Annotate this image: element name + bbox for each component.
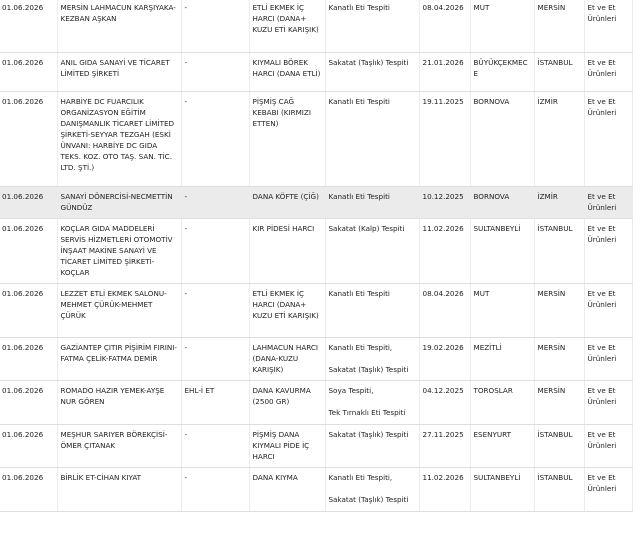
district-cell-text: MEZİTLİ (473, 342, 502, 352)
product-cell (249, 337, 325, 380)
detected-date-cell-text: 21.01.2026 (422, 57, 464, 67)
table-row[interactable] (0, 467, 632, 511)
company-cell (57, 283, 181, 337)
detected-date-cell (419, 467, 470, 511)
company-cell-text: LEZZET ETLİ EKMEK SALONU-MEHMET ÇÜRÜK-MEHMET ÇÜRÜK (60, 288, 167, 320)
district-cell (470, 52, 534, 91)
brand-cell (181, 91, 249, 186)
table-row[interactable] (0, 186, 632, 218)
district-cell (470, 0, 534, 52)
brand-cell (181, 0, 249, 52)
reason-cell-text: Sakatat (Taşlık) Tespiti (328, 57, 409, 67)
table-row[interactable] (0, 337, 632, 380)
district-cell (470, 186, 534, 218)
date-cell (0, 91, 57, 186)
detected-date-cell (419, 380, 470, 424)
company-cell-text: HARBİYE DC FUARCILIK ORGANİZASYON EĞİTİM DANIŞMANLIK TİCARET LİMİTED ŞİRKETİ-SEYYAR TEZGAH (ESKİ ÜNVANI: HARBİYE DC GIDA TEKS. KOZ. OTO TAŞ. SAN. TİC. LTD. ŞTİ.) (60, 96, 175, 172)
table-row[interactable] (0, 380, 632, 424)
reason-cell (325, 218, 419, 283)
company-cell (57, 380, 181, 424)
district-cell (470, 91, 534, 186)
reason-cell-text: Soya Tespiti, (328, 385, 374, 395)
product-cell-text: DANA KAVURMA (2500 GR) (252, 385, 311, 406)
company-cell (57, 218, 181, 283)
district-cell-text: TOROSLAR (473, 385, 513, 395)
table-row[interactable] (0, 91, 632, 186)
reason-cell (325, 0, 419, 52)
product-group-cell-text: Et ve Et Ürünleri (587, 429, 617, 450)
brand-cell (181, 380, 249, 424)
brand-cell-text: - (184, 3, 188, 12)
product-group-cell-text: Et ve Et Ürünleri (587, 96, 617, 117)
product-cell-text: ETLİ EKMEK İÇ HARCI (DANA+ KUZU ETİ KARIŞIK) (252, 3, 319, 34)
product-group-cell-text: Et ve Et Ürünleri (587, 288, 617, 309)
product-group-cell (584, 424, 632, 467)
brand-cell (181, 52, 249, 91)
detected-date-cell-text: 11.02.2026 (422, 472, 464, 482)
detected-date-cell-text: 19.02.2026 (422, 342, 464, 352)
district-cell-text: MUT (473, 288, 490, 298)
company-cell (57, 91, 181, 186)
table-row[interactable] (0, 283, 632, 337)
city-cell (534, 467, 584, 511)
detected-date-cell-text: 27.11.2025 (422, 429, 464, 439)
date-cell (0, 380, 57, 424)
detected-date-cell (419, 0, 470, 52)
date-cell-text: 01.06.2026 (2, 3, 44, 12)
city-cell-text: MERSİN (537, 3, 566, 12)
date-cell (0, 467, 57, 511)
city-cell (534, 186, 584, 218)
district-cell (470, 283, 534, 337)
district-cell-text: BORNOVA (473, 191, 510, 201)
brand-cell-text: - (184, 288, 188, 298)
reason-cell (325, 467, 419, 511)
date-cell (0, 218, 57, 283)
company-cell-text: KOÇLAR GIDA MADDELERİ SERVİS HİZMETLERİ OTOMOTİV İNŞAAT MAKİNE SANAYİ VE TİCARET LİMİTED ŞİRKETİ-KOÇLAR (60, 223, 173, 277)
reason-cell-text: Kanatlı Eti Tespiti (328, 96, 390, 106)
product-cell (249, 0, 325, 52)
detected-date-cell-text: 04.12.2025 (422, 385, 464, 395)
product-group-cell-text: Et ve Et Ürünleri (587, 472, 617, 493)
district-cell-text: SULTANBEYLİ (473, 472, 521, 482)
product-cell-text: LAHMACUN HARCI (DANA-KUZU KARIŞIK) (252, 342, 319, 374)
brand-cell (181, 467, 249, 511)
reason-cell-text: Kanatlı Eti Tespiti (328, 191, 390, 201)
brand-cell (181, 218, 249, 283)
city-cell-text: İSTANBUL (537, 223, 573, 233)
brand-cell-text: - (184, 342, 188, 352)
product-group-cell-text: Et ve Et Ürünleri (587, 191, 617, 212)
company-cell-text: ROMADO HAZIR YEMEK-AYŞE NUR GÖREN (60, 385, 165, 406)
district-cell-text: SULTANBEYLİ (473, 223, 521, 233)
district-cell-text: BÜYÜKÇEKMECE (473, 57, 528, 78)
product-cell-text: DANA KIYMA (252, 472, 298, 482)
date-cell (0, 283, 57, 337)
reason-cell (325, 424, 419, 467)
city-cell-text: İSTANBUL (537, 57, 573, 67)
city-cell-text: İZMİR (537, 96, 558, 106)
date-cell-text: 01.06.2026 (2, 342, 44, 352)
reason-second-line: Tek Tırnaklı Eti Tespiti (328, 407, 406, 417)
city-cell (534, 218, 584, 283)
product-group-cell (584, 91, 632, 186)
brand-cell-text: - (184, 191, 188, 201)
company-cell (57, 186, 181, 218)
detected-date-cell (419, 337, 470, 380)
product-cell (249, 91, 325, 186)
product-cell (249, 424, 325, 467)
table-row[interactable] (0, 52, 632, 91)
table-row[interactable] (0, 424, 632, 467)
date-cell-text: 01.06.2026 (2, 223, 44, 233)
product-group-cell (584, 186, 632, 218)
city-cell-text: İZMİR (537, 191, 558, 201)
city-cell (534, 337, 584, 380)
reason-second-line: Sakatat (Taşlık) Tespiti (328, 494, 409, 504)
city-cell-text: MERSİN (537, 385, 566, 395)
product-group-cell (584, 218, 632, 283)
brand-cell-text: - (184, 472, 188, 482)
reason-cell-text: Kanatlı Eti Tespiti, (328, 342, 393, 352)
district-cell-text: ESENYURT (473, 429, 512, 439)
date-cell (0, 52, 57, 91)
brand-cell (181, 337, 249, 380)
date-cell-text: 01.06.2026 (2, 472, 44, 482)
date-cell-text: 01.06.2026 (2, 191, 44, 201)
detected-date-cell (419, 424, 470, 467)
product-group-cell (584, 467, 632, 511)
product-group-cell-text: Et ve Et Ürünleri (587, 223, 617, 244)
product-group-cell-text: Et ve Et Ürünleri (587, 3, 617, 23)
detected-date-cell-text: 10.12.2025 (422, 191, 464, 201)
reason-cell-text: Kanatlı Eti Tespiti (328, 288, 390, 298)
product-cell-text: KIYMALI BÖREK HARCI (DANA ETLİ) (252, 57, 321, 78)
company-cell (57, 0, 181, 52)
brand-cell (181, 186, 249, 218)
reason-cell (325, 380, 419, 424)
product-group-cell-text: Et ve Et Ürünleri (587, 57, 617, 78)
city-cell-text: MERSİN (537, 288, 566, 298)
district-cell (470, 337, 534, 380)
product-group-cell (584, 283, 632, 337)
district-cell (470, 218, 534, 283)
product-group-cell (584, 0, 632, 52)
company-cell-text: ANIL GIDA SANAYİ VE TİCARET LİMİTED ŞİRKETİ (60, 57, 170, 78)
company-cell (57, 52, 181, 91)
reason-cell-text: Kanatlı Eti Tespiti, (328, 472, 393, 482)
city-cell (534, 91, 584, 186)
district-cell-text: BORNOVA (473, 96, 510, 106)
city-cell (534, 380, 584, 424)
brand-cell-text: - (184, 57, 188, 67)
product-cell (249, 283, 325, 337)
company-cell-text: SANAYİ DÖNERCİSİ-NECMETTİN GÜNDÜZ (60, 191, 173, 212)
date-cell-text: 01.06.2026 (2, 57, 44, 67)
detected-date-cell-text: 08.04.2026 (422, 288, 464, 298)
company-cell (57, 467, 181, 511)
product-cell-text: PİŞMİŞ CAĞ KEBABI (KIRMIZI ETTEN) (252, 96, 311, 128)
date-cell-text: 01.06.2026 (2, 429, 44, 439)
product-group-cell (584, 380, 632, 424)
brand-cell (181, 424, 249, 467)
company-cell (57, 337, 181, 380)
date-cell (0, 337, 57, 380)
reason-cell (325, 91, 419, 186)
brand-cell-text: - (184, 223, 188, 233)
district-cell (470, 380, 534, 424)
city-cell (534, 283, 584, 337)
detected-date-cell-text: 19.11.2025 (422, 96, 464, 106)
detected-date-cell (419, 218, 470, 283)
product-cell-text: DANA KÖFTE (ÇİĞ) (252, 191, 319, 201)
table-row[interactable] (0, 218, 632, 283)
product-group-cell (584, 52, 632, 91)
product-cell (249, 52, 325, 91)
brand-cell-text: EHL-İ ET (184, 385, 215, 395)
date-cell-text: 01.06.2026 (2, 385, 44, 395)
product-group-cell (584, 337, 632, 380)
city-cell (534, 424, 584, 467)
detected-date-cell (419, 283, 470, 337)
company-cell-text: BİRLİK ET-CİHAN KIYAT (60, 472, 142, 482)
company-cell-text: MERSİN LAHMACUN KARŞIYAKA-KEZBAN AŞKAN (60, 3, 176, 23)
company-cell (57, 424, 181, 467)
reason-cell-text: Sakatat (Kalp) Tespiti (328, 223, 405, 233)
date-cell (0, 186, 57, 218)
date-cell-text: 01.06.2026 (2, 288, 44, 298)
reason-cell (325, 186, 419, 218)
city-cell-text: İSTANBUL (537, 472, 573, 482)
product-cell (249, 186, 325, 218)
date-cell-text: 01.06.2026 (2, 96, 44, 106)
city-cell (534, 0, 584, 52)
city-cell-text: MERSİN (537, 342, 566, 352)
reason-cell (325, 283, 419, 337)
reason-cell (325, 337, 419, 380)
detected-date-cell (419, 186, 470, 218)
company-cell-text: GAZİANTEP ÇITIR PİŞİRİM FIRINI-FATMA ÇELİK-FATMA DEMİR (60, 342, 177, 363)
product-cell (249, 467, 325, 511)
date-cell (0, 424, 57, 467)
district-cell-text: MUT (473, 3, 490, 12)
detected-date-cell (419, 52, 470, 91)
city-cell (534, 52, 584, 91)
product-group-cell-text: Et ve Et Ürünleri (587, 385, 617, 406)
brand-cell (181, 283, 249, 337)
table-row[interactable] (0, 0, 632, 52)
reason-cell (325, 52, 419, 91)
district-cell (470, 467, 534, 511)
brand-cell-text: - (184, 96, 188, 106)
product-cell-text: PİŞMİŞ DANA KIYMALI PİDE İÇ HARCI (252, 429, 310, 461)
product-cell-text: ETLİ EKMEK İÇ HARCI (DANA+ KUZU ETİ KARIŞIK) (252, 288, 319, 320)
detected-date-cell-text: 08.04.2026 (422, 3, 464, 12)
city-cell-text: İSTANBUL (537, 429, 573, 439)
reason-second-line: Sakatat (Taşlık) Tespiti (328, 364, 409, 374)
reason-cell-text: Sakatat (Taşlık) Tespiti (328, 429, 409, 439)
product-cell (249, 218, 325, 283)
brand-cell-text: - (184, 429, 188, 439)
company-cell-text: MEŞHUR SARIYER BÖREKÇİSİ-ÖMER ÇITANAK (60, 429, 168, 450)
detected-date-cell (419, 91, 470, 186)
product-cell-text: KIR PİDESİ HARCI (252, 223, 315, 233)
product-group-cell-text: Et ve Et Ürünleri (587, 342, 617, 363)
date-cell (0, 0, 57, 52)
product-cell (249, 380, 325, 424)
reason-cell-text: Kanatlı Eti Tespiti (328, 3, 390, 12)
district-cell (470, 424, 534, 467)
detected-date-cell-text: 11.02.2026 (422, 223, 464, 233)
